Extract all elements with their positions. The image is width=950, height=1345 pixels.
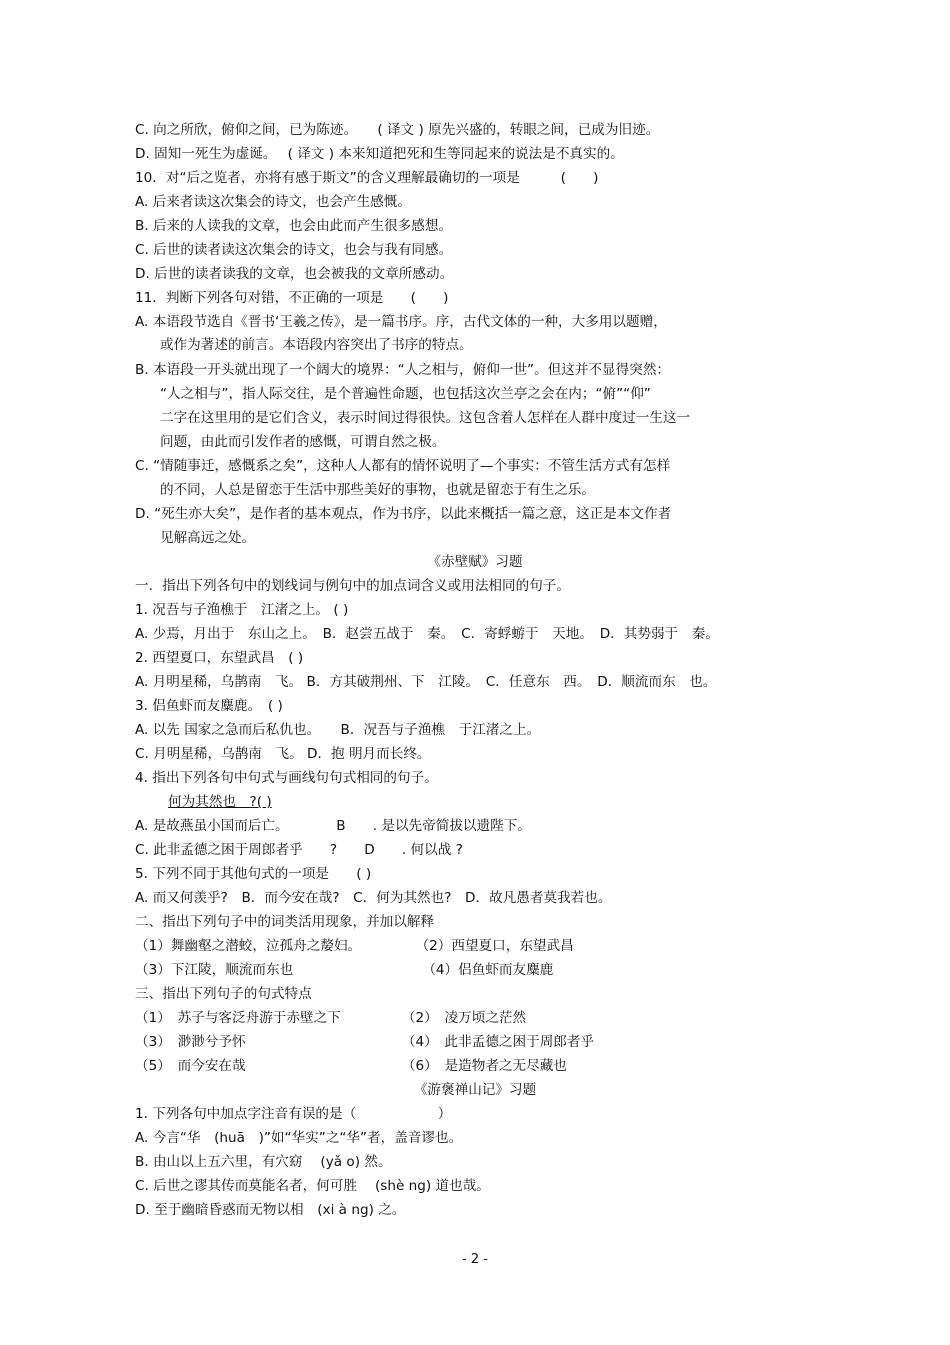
page-number: - 2 - (462, 1252, 488, 1267)
options-row: A. 少焉，月出于 东山之上。 B．赵尝五战于 秦。 C．寄蜉蝣于 天地。 D．其势弱于 秦。 (135, 626, 719, 642)
option-a: A. 后来者读这次集会的诗文，也会产生感慨。 (135, 194, 411, 210)
options-row: A. 而又何羡乎? B．而今安在哉? C．何为其然也? D．故凡愚者莫我若也。 (135, 890, 612, 906)
question-1: 1. 下列各句中加点字注音有误的是（ ） (135, 1106, 452, 1122)
text-line: 见解高远之处。 (160, 530, 256, 546)
section-heading: 《游褒禅山记》习题 (413, 1082, 537, 1098)
question-11: 11．判断下列各句对错，不正确的一项是 ( ) (135, 290, 449, 306)
option-c: C. 后世的读者读这次集会的诗文，也会与我有同感。 (135, 242, 453, 258)
question-3: 3. 侣鱼虾而友麋鹿。 ( ) (135, 698, 283, 714)
question-4: 4. 指出下列各句中句式与画线句句式相同的句子。 (135, 770, 438, 786)
option-c: C. 后世之谬其传而莫能名者，何可胜 (shè ng) 道也哉。 (135, 1178, 490, 1194)
option-a: A. 本语段节选自《晋书‘王羲之传》，是一篇书序。序，古代文体的一种，大多用以题赠， (135, 314, 667, 330)
question-1: 1. 况吾与子渔樵于 江渚之上。 ( ) (135, 602, 349, 618)
option-a: A. 今言“华 (huā )”如“华实”之“华”者，盖音谬也。 (135, 1130, 463, 1146)
items-row: （1） 苏子与客泛舟游于赤壁之下 （2） 凌万顷之茫然 (135, 1010, 527, 1026)
options-row: A. 以先 国家之急而后私仇也。 B．况吾与子渔樵 于江渚之上。 (135, 722, 541, 738)
exercise-heading: 一．指出下列各句中的划线词与例句中的加点词含义或用法相同的句子。 (135, 578, 570, 594)
items-row: （1）舞幽壑之潜蛟，泣孤舟之嫠妇。 （2）西望夏口，东望武昌 (135, 938, 574, 954)
question-10: 10．对“后之览者，亦将有感于斯文”的含义理解最确切的一项是 ( ) (135, 170, 599, 186)
items-row: （5） 而今安在哉 （6） 是造物者之无尽藏也 (135, 1058, 567, 1074)
question-2: 2. 西望夏口，东望武昌 ( ) (135, 650, 304, 666)
option-d: D. 至于幽暗昏惑而无物以相 (xi à ng) 之。 (135, 1202, 406, 1218)
text-line: 问题，由此而引发作者的感慨，可谓自然之极。 (160, 434, 446, 450)
question-5: 5. 下列不同于其他句式的一项是 ( ) (135, 866, 372, 882)
items-row: （3）下江陵，顺流而东也 （4）侣鱼虾而友麋鹿 (135, 962, 554, 978)
option-d: D. 后世的读者读我的文章，也会被我的文章所感动。 (135, 266, 454, 282)
section-heading: 《赤壁赋》习题 (427, 554, 523, 570)
options-row: C. 此非孟德之困于周郎者乎 ? D . 何以战 ? (135, 842, 463, 858)
underlined-sentence: 何为其然也 ?( ) (168, 794, 272, 810)
exercise-heading: 三、指出下列句子的句式特点 (135, 986, 312, 1002)
option-b: B. 本语段一开头就出现了一个阔大的境界：“人之相与，俯仰一世”。但这并不显得突然： (135, 362, 671, 378)
option-c: C. “情随事迁，感慨系之矣”，这种人人都有的情怀说明了—个事实：不管生活方式有怎样 (135, 458, 671, 474)
option-b: B. 由山以上五六里，有穴窈 (yǎ o) 然。 (135, 1154, 392, 1170)
text-line: D. 固知一死生为虚诞。 ( 译文 ) 本来知道把死和生等同起来的说法是不真实的。 (135, 146, 624, 162)
exercise-heading: 二、指出下列句子中的词类活用现象，并加以解释 (135, 914, 435, 930)
option-b: B. 后来的人读我的文章，也会由此而产生很多感想。 (135, 218, 453, 234)
text-line: C. 向之所欣，俯仰之间，已为陈迹。 ( 译文 ) 原先兴盛的，转眼之间，已成为旧迹。 (135, 122, 660, 138)
items-row: （3） 渺渺兮予怀 （4） 此非孟德之困于周郎者乎 (135, 1034, 595, 1050)
option-d: D. “死生亦大矣”，是作者的基本观点，作为书序，以此来概括一篇之意，这正是本文作者 (135, 506, 672, 522)
text-line: 二字在这里用的是它们含义，表示时间过得很快。这包含着人怎样在人群中度过一生这一 (160, 410, 691, 426)
options-row: A. 月明星稀，乌鹊南 飞。 B．方其破荆州、下 江陵。 C．任意东 西。 D．顺流而东 也。 (135, 674, 717, 690)
text-line: 的不同，人总是留恋于生活中那些美好的事物，也就是留恋于有生之乐。 (160, 482, 595, 498)
options-row: A. 是故燕虽小国而后亡。 B . 是以先帝简拔以遗陛下。 (135, 818, 531, 834)
options-row: C. 月明星稀，乌鹊南 飞。 D．抱 明月而长终。 (135, 746, 431, 762)
text-line: “人之相与”，指人际交往，是个普遍性命题，也包括这次兰亭之会在内；“俯”“仰” (160, 386, 651, 402)
text-line: 或作为著述的前言。本语段内容突出了书序的特点。 (160, 337, 473, 353)
